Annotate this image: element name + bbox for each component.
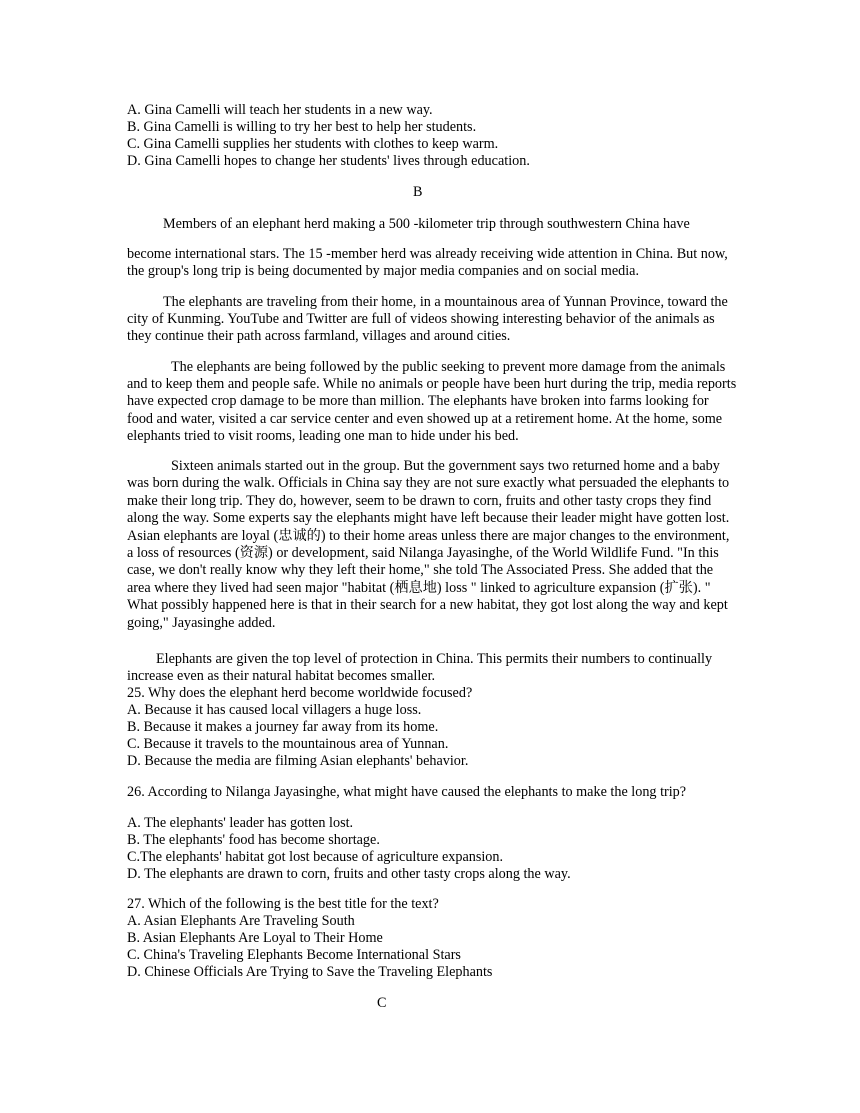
q27-question: 27. Which of the following is the best title for the text? <box>127 896 439 912</box>
q25-option-b: B. Because it makes a journey far away from its home. <box>127 719 439 735</box>
passage-p1-rest-text: become international stars. The 15 -member herd was already receiving wide attention in China. But now, the group's long trip is being documented by major media companies and on social media. <box>127 246 728 280</box>
q25-question: 25. Why does the elephant herd become worldwide focused? <box>127 685 473 701</box>
q26-question: 26. According to Nilanga Jayasinghe, what might have caused the elephants to make the long trip? <box>127 784 687 800</box>
q25-option-c: C. Because it travels to the mountainous area of Yunnan. <box>127 736 449 752</box>
q25-option-a: A. Because it has caused local villagers a huge loss. <box>127 702 422 718</box>
passage-p5-text: Elephants are given the top level of protection in China. This permits their numbers to continually increase even as their natural habitat becomes smaller. <box>127 651 713 685</box>
prev-option-b: B. Gina Camelli is willing to try her best to help her students. <box>127 119 477 135</box>
q26-option-c: C.The elephants' habitat got lost because of agriculture expansion. <box>127 849 504 865</box>
q26-option-a: A. The elephants' leader has gotten lost. <box>127 815 354 831</box>
passage-p3-text: The elephants are being followed by the public seeking to prevent more damage from the animals and to keep them and people safe. While no animals or people have been hurt during the trip, media reports have expected crop damage to be more than million. The elephants have broken into farms looking for food and water, visited a car service center and even showed up at a retirement home. At the home, some elephants tried to visit rooms, leading one man to hide under his bed. <box>127 359 737 444</box>
prev-option-d: D. Gina Camelli hopes to change her students' lives through education. <box>127 153 530 169</box>
passage-p4-text: Sixteen animals started out in the group. But the government says two returned home and a baby was born during the walk. Officials in China say they are not sure exactly what persuaded the elephants to make their long trip. They do, however, seem to be drawn to corn, fruits and other tasty crops they find along the way. Some experts say the elephants might have left because their leader might have gotten lost. Asian elephants are loyal (忠诚的) to their home areas unless there are major changes to the environment, a loss of resources (资源) or development, said Nilanga Jayasinghe, of the World Wildlife Fund. "In this case, we don't really know why they left their home," she told The Associated Press. She added that the area where they lived had seen major "habitat (栖息地) loss " linked to agriculture expansion (扩张). " What possibly happened here is that in their search for a new habitat, they got lost along the way and kept going," Jayasinghe added. <box>127 458 730 631</box>
q26-option-b: B. The elephants' food has become shortage. <box>127 832 380 848</box>
passage-p5 <box>127 651 737 685</box>
section-c-heading: C <box>377 995 387 1011</box>
q27-option-a: A. Asian Elephants Are Traveling South <box>127 913 355 929</box>
passage-p4 <box>127 458 737 632</box>
q27-option-d: D. Chinese Officials Are Trying to Save the Traveling Elephants <box>127 964 493 980</box>
section-b-heading: B <box>413 184 423 200</box>
q27-option-b: B. Asian Elephants Are Loyal to Their Home <box>127 930 383 946</box>
passage-p2 <box>127 294 737 346</box>
passage-p2-text: The elephants are traveling from their home, in a mountainous area of Yunnan Province, toward the city of Kunming. YouTube and Twitter are full of videos showing interesting behavior of the animals as they continue their path across farmland, villages and around cities. <box>127 294 728 345</box>
q27-option-c: C. China's Traveling Elephants Become International Stars <box>127 947 461 963</box>
prev-option-c: C. Gina Camelli supplies her students with clothes to keep warm. <box>127 136 499 152</box>
q25-option-d: D. Because the media are filming Asian elephants' behavior. <box>127 753 469 769</box>
passage-p1-first-line: Members of an elephant herd making a 500 -kilometer trip through southwestern China have <box>163 216 690 232</box>
passage-p3 <box>127 359 737 445</box>
prev-option-a: A. Gina Camelli will teach her students in a new way. <box>127 102 433 118</box>
q26-option-d: D. The elephants are drawn to corn, fruits and other tasty crops along the way. <box>127 866 571 882</box>
passage-p1-rest <box>127 246 737 280</box>
